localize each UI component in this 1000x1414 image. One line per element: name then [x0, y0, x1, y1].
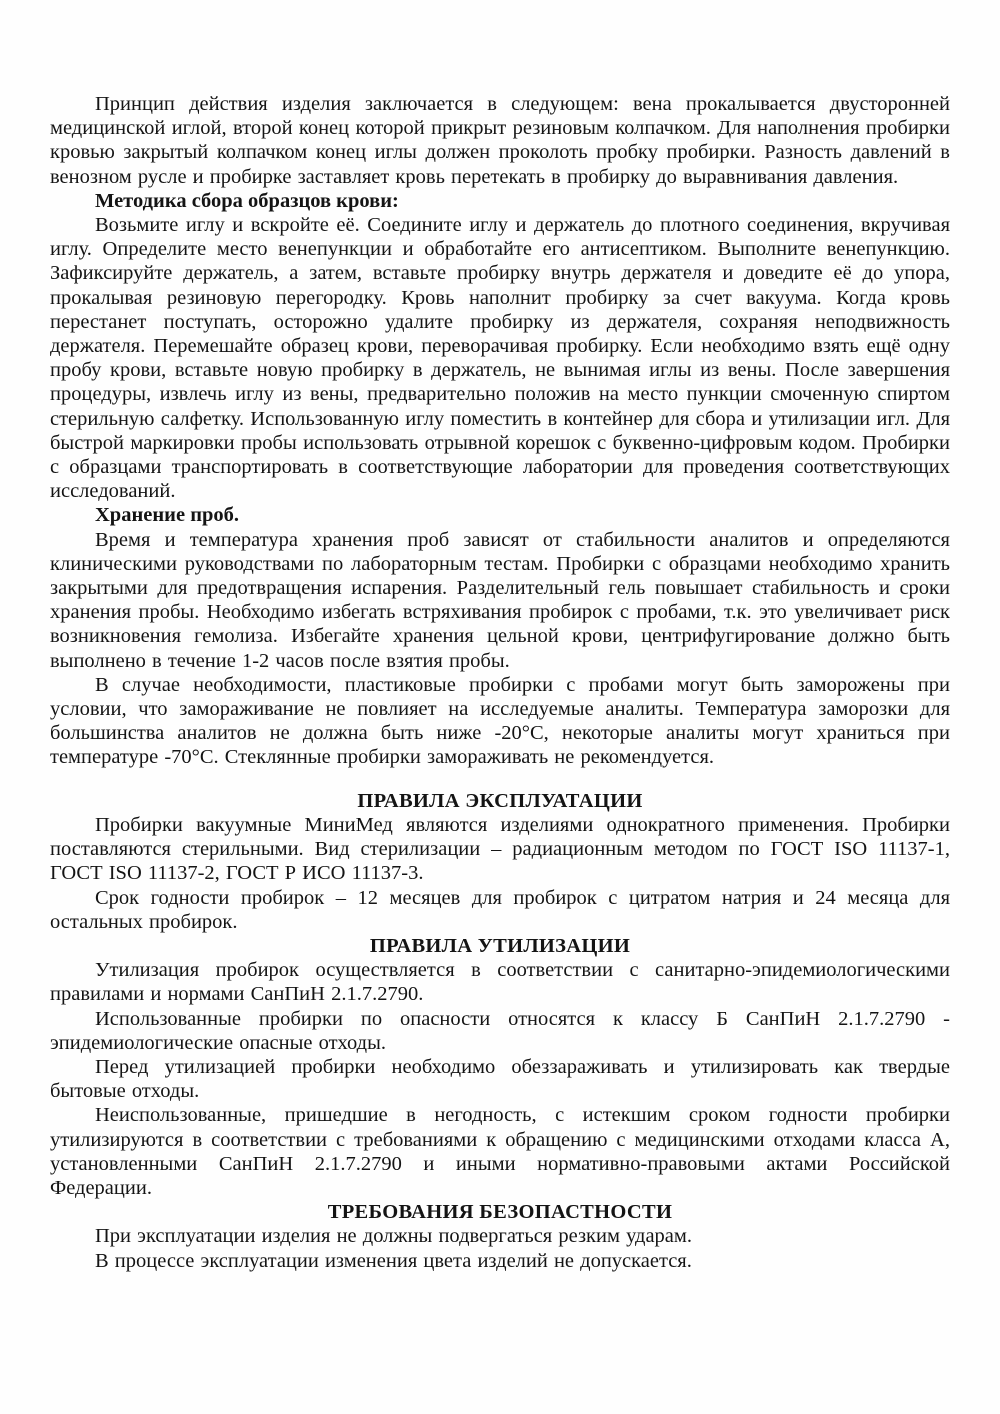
paragraph-blood-collection-procedure: Возьмите иглу и вскройте её. Соедините иглу и держатель до плотного соединения, вкручивая иглу. Определите место венепункции и обработайте его антисептиком. Выполните венепункцию. Зафиксируйте держатель, а затем, вставьте пробирку внутрь держателя и доведите её до упора, прокалывая резиновую перегородку. Кровь наполнит пробирку за счет вакуума. Когда кровь перестанет поступать, осторожно удалите пробирку из держателя, сохраняя неподвижность держателя. Перемешайте образец крови, переворачивая пробирку. Если необходимо взять ещё одну пробу крови, вставьте новую пробирку в держатель, не вынимая иглы из вены. После завершения процедуры, извлечь иглу из вены, предварительно положив на место пункции смоченную спиртом стерильную салфетку. Использованную иглу поместить в контейнер для сбора и утилизации игл. Для быстрой маркировки пробы использовать отрывной корешок с буквенно-цифровым кодом. Пробирки с образцами транспортировать в соответствующие лаборатории для проведения соответствующих исследований.: [50, 214, 950, 503]
paragraph-storage-conditions: Время и температура хранения проб зависят от стабильности аналитов и определяются клиническими руководствами по лабораторным тестам. Пробирки с образцами необходимо хранить закрытыми для предотвращения испарения. Разделительный гель повышает стабильность и сроки хранения пробы. Необходимо избегать встряхивания пробирок с пробами, т.к. это увеличивает риск возникновения гемолиза. Избегайте хранения цельной крови, центрифугирование должно быть выполнено в течение 1-2 часов после взятия пробы.: [50, 528, 950, 672]
heading-blood-collection-method: Методика сбора образцов крови:: [95, 189, 399, 212]
heading-sample-storage: Хранение проб.: [95, 504, 240, 527]
paragraph-operating-principle: Принцип действия изделия заключается в следующем: вена прокалывается двусторонней медицинской иглой, второй конец которой прикрыт резиновым колпачком. Для наполнения пробирки кровью закрытый колпачком конец иглы должен проколоть пробку пробирки. Разность давлений в венозном русле и пробирке заставляет кровь перетекать в пробирку до выравнивания давления.: [50, 93, 950, 188]
paragraph-no-sharp-impacts: При эксплуатации изделия не должны подвергаться резким ударам.: [95, 1225, 693, 1248]
paragraph-unused-tubes-disposal: Неиспользованные, пришедшие в негодность, с истекшим сроком годности пробирки утилизируются в соответствии с требованиями к обращению с медицинскими отходами класса А, установленными СанПиН 2.1.7.2790 и иными нормативно-правовыми актами Российской Федерации.: [50, 1104, 950, 1199]
paragraph-freezing-conditions: В случае необходимости, пластиковые пробирки с пробами могут быть заморожены при условии, что замораживание не повлияет на исследуемые аналиты. Температура заморозки для большинства аналитов не должна быть ниже -20°С, некоторые аналиты могут храниться при температуре -70°С. Стеклянные пробирки замораживать не рекомендуется.: [50, 673, 950, 769]
paragraph-disposal-sanpin: Утилизация пробирок осуществляется в соответствии с санитарно-эпидемиологическими правилами и нормами СанПиН 2.1.7.2790.: [50, 959, 950, 1006]
section-title-operation-rules: ПРАВИЛА ЭКСПЛУАТАЦИИ: [357, 789, 643, 812]
section-title-safety-requirements: ТРЕБОВАНИЯ БЕЗОПАСТНОСТИ: [327, 1201, 673, 1224]
paragraph-shelf-life: Срок годности пробирок – 12 месяцев для пробирок с цитратом натрия и 24 месяца для остальных пробирок.: [50, 886, 950, 933]
paragraph-single-use-sterilization: Пробирки вакуумные МиниМед являются изделиями однократного применения. Пробирки поставляются стерильными. Вид стерилизации – радиационным методом по ГОСТ ISO 11137-1, ГОСТ ISO 11137-2, ГОСТ Р ИСО 11137-3.: [50, 813, 950, 885]
paragraph-used-tubes-class-b: Использованные пробирки по опасности относятся к классу Б СанПиН 2.1.7.2790 - эпидемиологические опасные отходы.: [50, 1007, 950, 1054]
paragraph-disinfection-before-disposal: Перед утилизацией пробирки необходимо обеззараживать и утилизировать как твердые бытовые отходы.: [50, 1055, 950, 1103]
paragraph-no-color-change: В процессе эксплуатации изменения цвета изделий не допускается.: [95, 1249, 692, 1272]
section-title-disposal-rules: ПРАВИЛА УТИЛИЗАЦИИ: [369, 934, 631, 957]
